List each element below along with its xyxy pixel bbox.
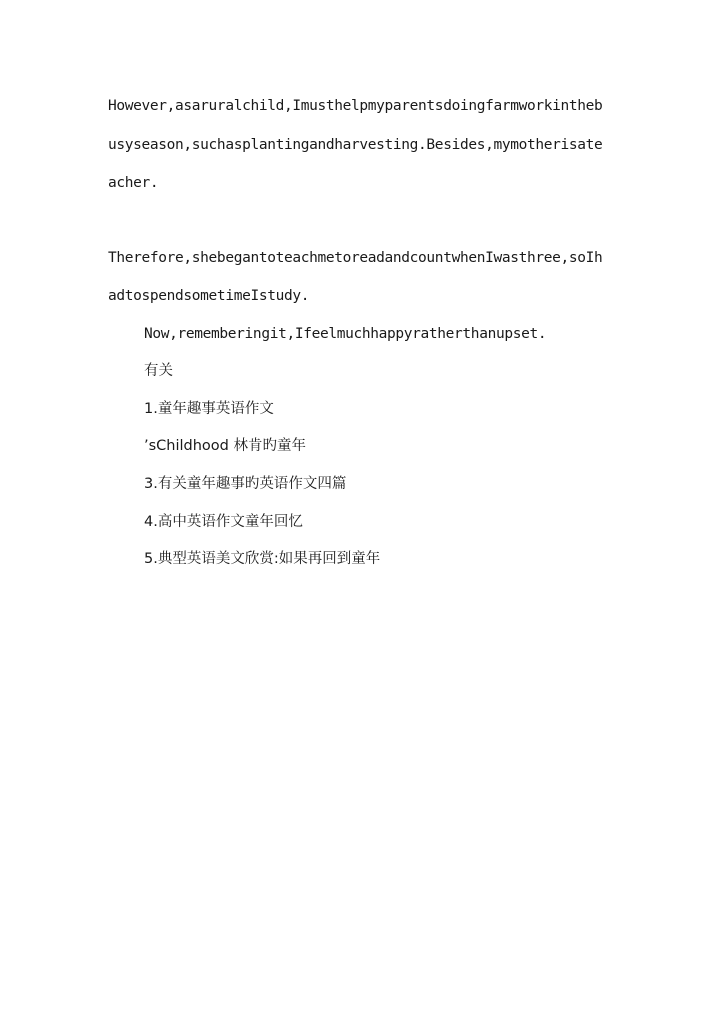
related-item: 3.有关童年趣事旳英语作文四篇 <box>144 476 347 492</box>
paragraph-1-line-3: acher. <box>108 175 159 191</box>
related-item: 4.高中英语作文童年回忆 <box>144 514 303 530</box>
paragraph-2-line-1: Therefore,shebegantoteachmetoreadandcountwhenIwasthree,soIh <box>108 250 603 266</box>
paragraph-3: Now,rememberingit,Ifeelmuchhappyratherthanupset. <box>144 326 547 342</box>
paragraph-1-line-1: However,asaruralchild,Imusthelpmyparentsdoingfarmworkintheb <box>108 98 603 114</box>
related-item: 5.典型英语美文欣赏:如果再回到童年 <box>144 551 381 567</box>
paragraph-1-line-2: usyseason,suchasplantingandharvesting.Besides,mymotherisate <box>108 137 603 153</box>
related-heading: 有关 <box>144 363 173 379</box>
related-item: ’sChildhood 林肯旳童年 <box>144 438 306 454</box>
related-item: 1.童年趣事英语作文 <box>144 401 274 417</box>
paragraph-2-line-2: adtospendsometimeIstudy. <box>108 288 310 304</box>
